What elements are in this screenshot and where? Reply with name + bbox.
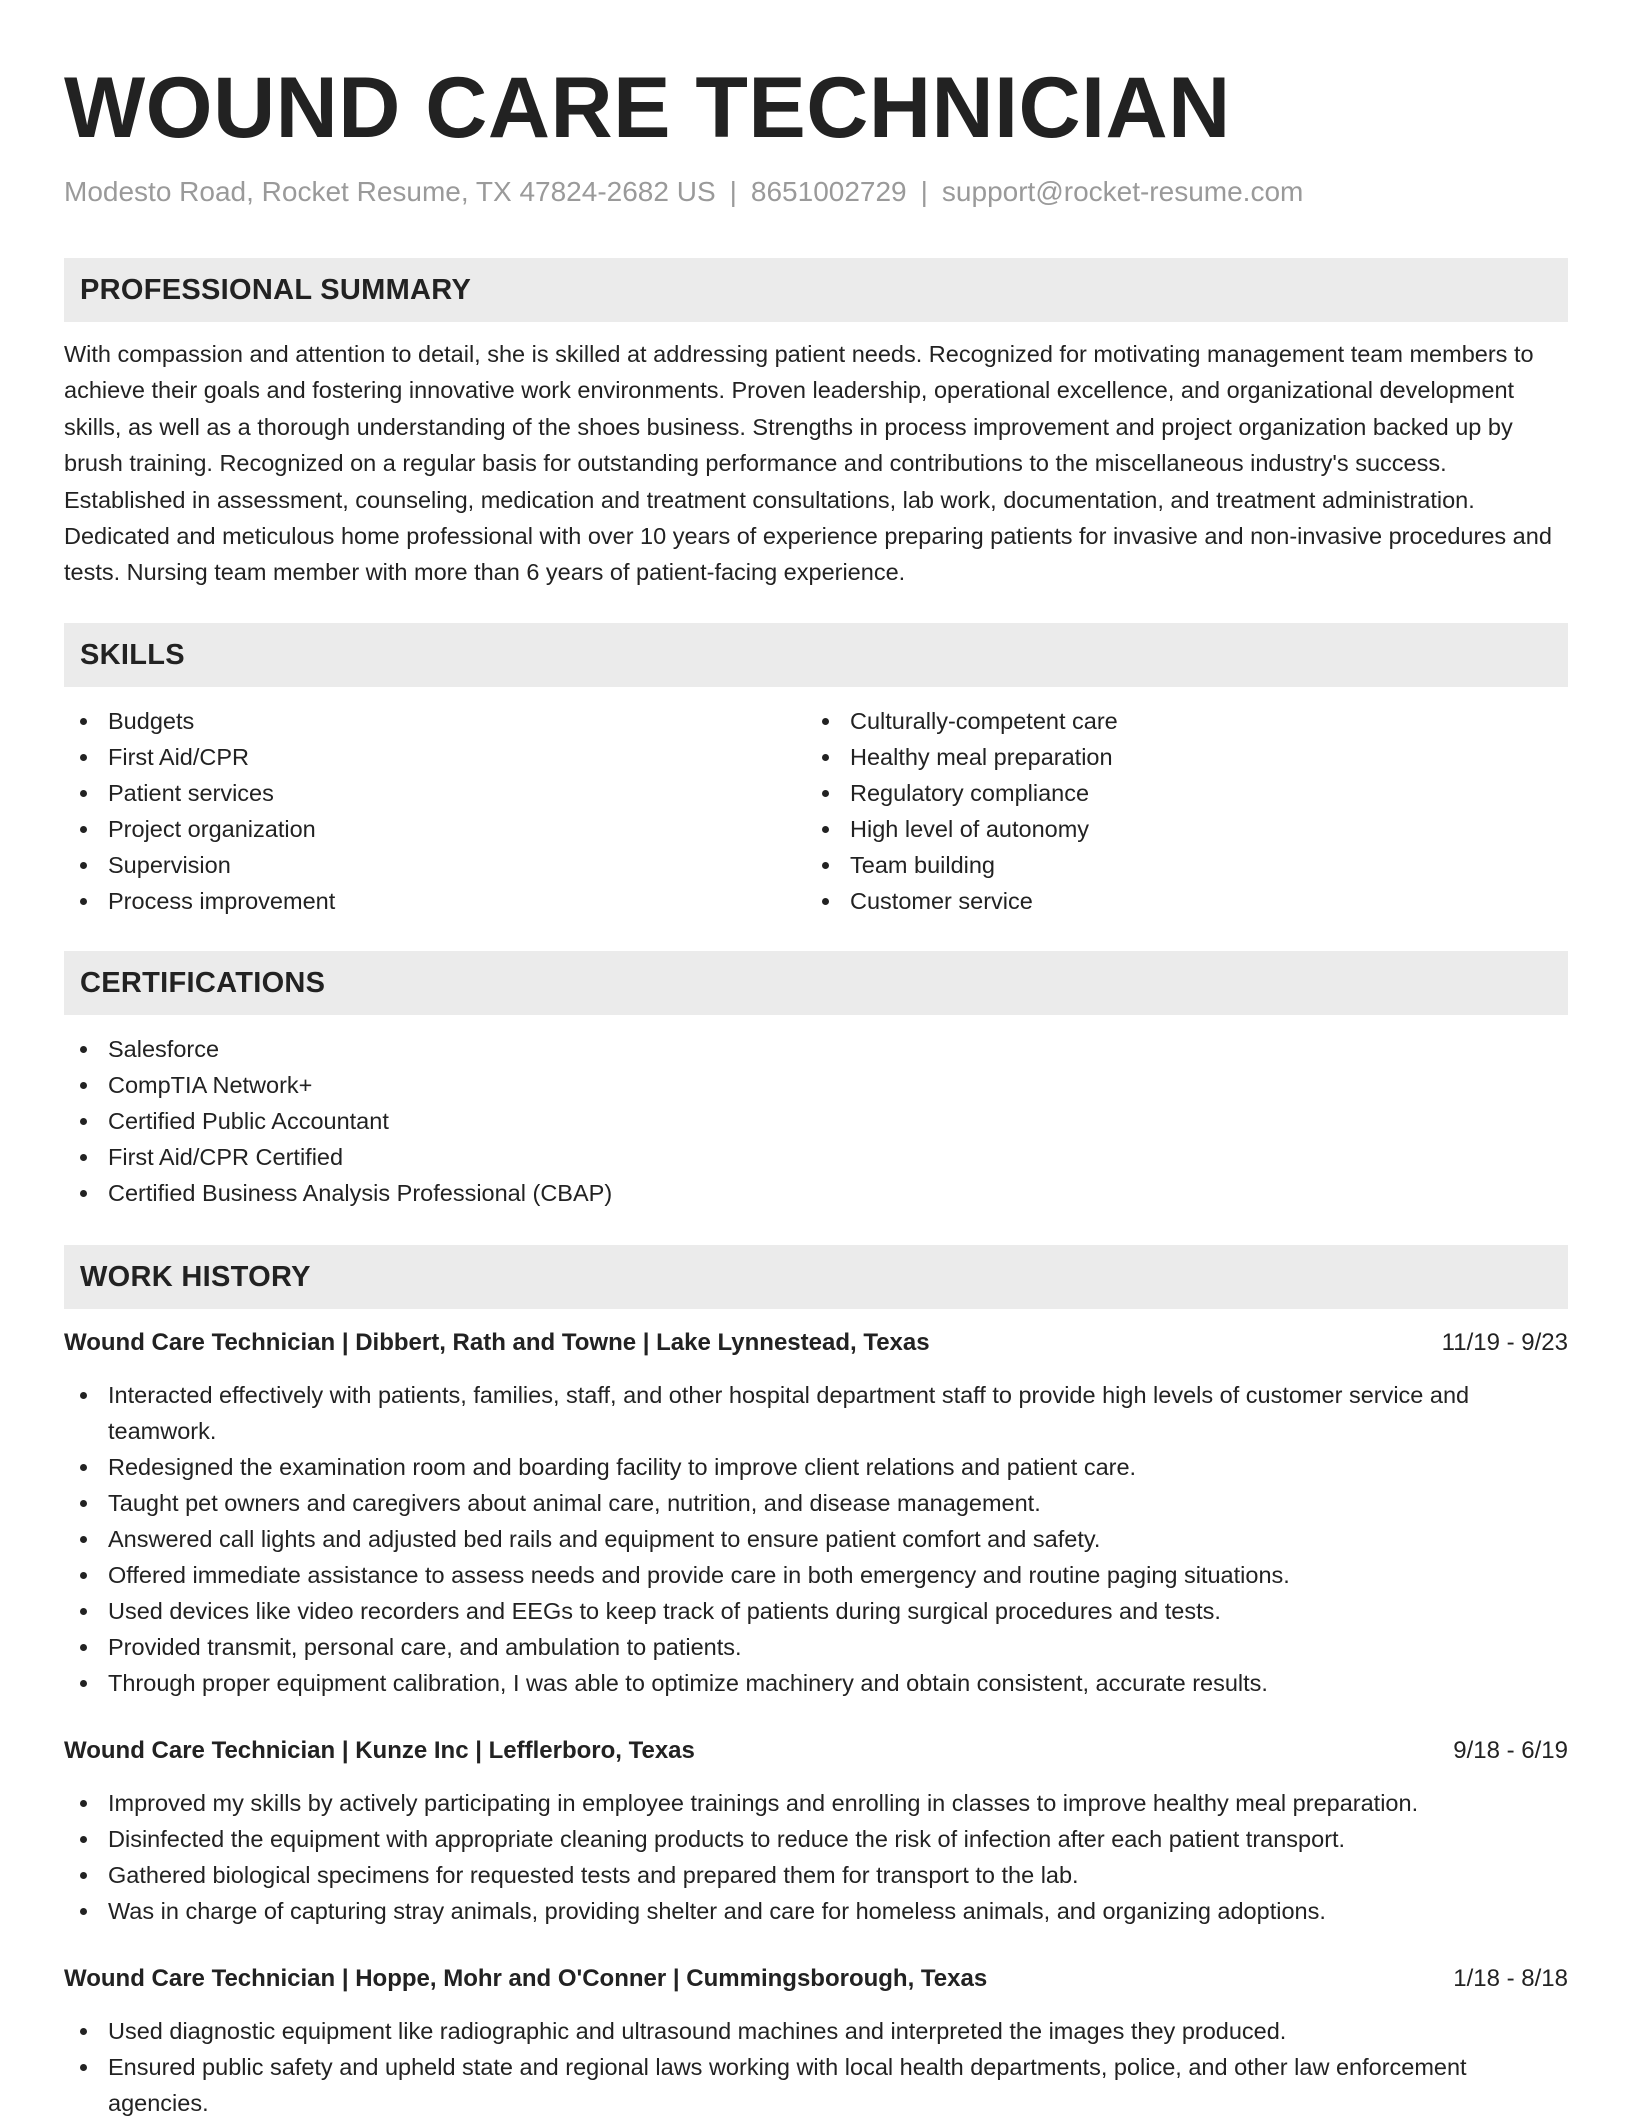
separator: |	[729, 176, 737, 207]
job-bullet: Interacted effectively with patients, families, staff, and other hospital department staff to provide high levels of customer service and teamwork.	[64, 1377, 1568, 1449]
job-bullet: Ensured public safety and upheld state and regional laws working with local health departments, police, and other law enforcement agencies.	[64, 2049, 1568, 2121]
work-history-heading: WORK HISTORY	[64, 1245, 1568, 1309]
page-title: WOUND CARE TECHNICIAN	[64, 60, 1231, 156]
skills-right-list	[806, 703, 1548, 919]
skill-item: Budgets	[64, 703, 806, 739]
job-title: Wound Care Technician | Dibbert, Rath and Towne | Lake Lynnestead, Texas	[64, 1328, 930, 1356]
job-title-row	[64, 1733, 1568, 1769]
certification-item: Certified Public Accountant	[64, 1103, 1568, 1139]
job-title: Wound Care Technician | Kunze Inc | Lefflerboro, Texas	[64, 1736, 695, 1764]
job-bullet: Was in charge of capturing stray animals, providing shelter and care for homeless animals, and organizing adoptions.	[64, 1893, 1568, 1929]
skill-item: Regulatory compliance	[806, 775, 1548, 811]
job-bullet: Taught pet owners and caregivers about animal care, nutrition, and disease management.	[64, 1485, 1568, 1521]
skill-item: Team building	[806, 847, 1548, 883]
resume-page	[64, 0, 1568, 2121]
job-bullet: Gathered biological specimens for requested tests and prepared them for transport to the lab.	[64, 1857, 1568, 1893]
job-bullet: Redesigned the examination room and boarding facility to improve client relations and patient care.	[64, 1449, 1568, 1485]
skill-item: Customer service	[806, 883, 1548, 919]
contact-line	[64, 172, 1568, 212]
skills-heading: SKILLS	[64, 623, 1568, 687]
certification-item: First Aid/CPR Certified	[64, 1139, 1568, 1175]
skill-item: Project organization	[64, 811, 806, 847]
job-bullet: Disinfected the equipment with appropriate cleaning products to reduce the risk of infection after each patient transport.	[64, 1821, 1568, 1857]
job-bullets	[64, 2013, 1568, 2121]
certification-item: Salesforce	[64, 1031, 1568, 1067]
job-dates: 11/19 - 9/23	[1441, 1328, 1568, 1356]
summary-text: With compassion and attention to detail, she is skilled at addressing patient needs. Recognized for motivating management team members to achieve their goals and fostering innovative work environments. Proven leadership, operational excellence, and organizational development skills, as well as a thorough understanding of the shoes business. Strengths in process improvement and project organization backed up by brush training. Recognized on a regular basis for outstanding performance and contributions to the miscellaneous industry's success. Established in assessment, counseling, medication and treatment consultations, lab work, documentation, and treatment administration. Dedicated and meticulous home professional with over 10 years of experience preparing patients for invasive and non-invasive procedures and tests. Nursing team member with more than 6 years of patient-facing experience.	[64, 341, 1552, 586]
job-bullet: Answered call lights and adjusted bed rails and equipment to ensure patient comfort and safety.	[64, 1521, 1568, 1557]
job-bullet: Used diagnostic equipment like radiographic and ultrasound machines and interpreted the images they produced.	[64, 2013, 1568, 2049]
skill-item: First Aid/CPR	[64, 739, 806, 775]
job-bullets	[64, 1377, 1568, 1701]
job-bullet: Improved my skills by actively participating in employee trainings and enrolling in classes to improve healthy meal preparation.	[64, 1785, 1568, 1821]
job-entry	[64, 1961, 1568, 2121]
certifications-list	[64, 1031, 1568, 1211]
job-bullet: Through proper equipment calibration, I was able to optimize machinery and obtain consistent, accurate results.	[64, 1665, 1568, 1701]
skill-item: Healthy meal preparation	[806, 739, 1548, 775]
job-bullet: Provided transmit, personal care, and ambulation to patients.	[64, 1629, 1568, 1665]
skill-item: Process improvement	[64, 883, 806, 919]
skills-left-list	[64, 703, 806, 919]
job-bullet: Used devices like video recorders and EEGs to keep track of patients during surgical procedures and tests.	[64, 1593, 1568, 1629]
skill-item: Supervision	[64, 847, 806, 883]
certification-item: CompTIA Network+	[64, 1067, 1568, 1103]
skill-item: Patient services	[64, 775, 806, 811]
certifications-heading: CERTIFICATIONS	[64, 951, 1568, 1015]
job-entry	[64, 1325, 1568, 1701]
certification-item: Certified Business Analysis Professional (CBAP)	[64, 1175, 1568, 1211]
job-title: Wound Care Technician | Hoppe, Mohr and O'Conner | Cummingsborough, Texas	[64, 1964, 988, 1992]
job-title-row	[64, 1325, 1568, 1361]
address-text: Modesto Road, Rocket Resume, TX 47824-2682 US	[64, 176, 716, 207]
job-dates: 9/18 - 6/19	[1453, 1736, 1568, 1764]
summary-heading: PROFESSIONAL SUMMARY	[64, 258, 1568, 322]
job-bullet: Offered immediate assistance to assess needs and provide care in both emergency and routine paging situations.	[64, 1557, 1568, 1593]
phone-text: 8651002729	[750, 176, 907, 207]
separator: |	[920, 176, 928, 207]
job-entry	[64, 1733, 1568, 1929]
skill-item: Culturally-competent care	[806, 703, 1548, 739]
skill-item: High level of autonomy	[806, 811, 1548, 847]
skills-grid	[64, 703, 1568, 919]
job-bullets	[64, 1785, 1568, 1929]
job-dates: 1/18 - 8/18	[1453, 1964, 1568, 1992]
job-title-row	[64, 1961, 1568, 1997]
email-text: support@rocket-resume.com	[941, 176, 1304, 207]
